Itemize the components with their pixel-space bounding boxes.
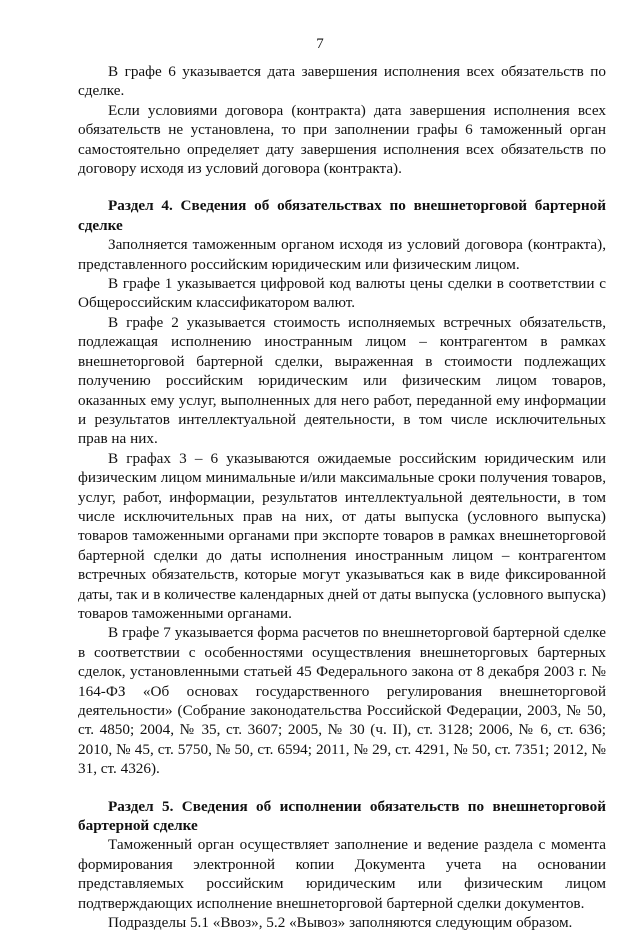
paragraph: В графе 1 указывается цифровой код валюты цены сделки в соответствии с Общероссийским классификатором валют. (78, 275, 606, 312)
paragraph: В графе 6 указывается дата завершения исполнения всех обязательств по сделке. (78, 63, 606, 100)
page-number: 7 (316, 36, 324, 52)
paragraph: В графах 3 – 6 указываются ожидаемые российским юридическим или физическим лицом минимальные и/или максимальные сроки получения товаров, услуг, работ, информации, результатов интеллектуальной деятельности, в том числе исключительных прав на них, от даты выпуска (условного выпуска) товаров таможенными органами при экспорте товаров в рамках внешнеторговой бартерной сделки до даты исполнения иностранным лицом – контрагентом встречных обязательств, которые могут указываться как в виде фиксированной даты, так и в количестве календарных дней от даты выпуска (условного выпуска) товаров таможенными органами. (78, 449, 606, 622)
section-5-heading: Раздел 5. Сведения об исполнении обязательств по внешнеторговой бартерной сделке (78, 797, 606, 835)
document-body (78, 62, 606, 932)
section-gap (78, 779, 606, 797)
paragraph: Подразделы 5.1 «Ввоз», 5.2 «Вывоз» заполняются следующим образом. (108, 914, 573, 932)
paragraph: В графе 7 указывается форма расчетов по внешнеторговой бартерной сделке в соответствии с особенностями осуществления внешнеторговых бартерных сделок, установленными статьей 45 Федерального закона от 8 декабря 2003 г. № 164-ФЗ «Об основах государственного регулирования внешнеторговой деятельности» (Собрание законодательства Российской Федерации, 2003, № 50, ст. 4850; 2004, № 35, ст. 3607; 2005, № 30 (ч. II), ст. 3128; 2006, № 6, ст. 636; 2010, № 45, ст. 5750, № 50, ст. 6594; 2011, № 29, ст. 4291, № 50, ст. 7351; 2012, № 31, ст. 4326). (78, 624, 606, 778)
paragraph: Таможенный орган осуществляет заполнение и ведение раздела с момента формирования электронной копии Документа учета на основании представляемых российским юридическим или физическим лицом подтверждающих исполнение внешнеторговой бартерной сделки документов. (78, 836, 606, 912)
section-4-heading: Раздел 4. Сведения об обязательствах по внешнеторговой бартерной сделке (78, 197, 606, 234)
paragraph: Если условиями договора (контракта) дата завершения исполнения всех обязательств не установлена, то при заполнении графы 6 таможенный орган самостоятельно определяет дату завершения исполнения всех обязательств по договору исходя из условий договора (контракта). (78, 101, 606, 178)
section-gap (78, 178, 606, 196)
paragraph: Заполняется таможенным органом исходя из условий договора (контракта), представленного российским юридическим или физическим лицом. (78, 236, 606, 273)
paragraph: В графе 2 указывается стоимость исполняемых встречных обязательств, подлежащая исполнению иностранным лицом – контрагентом в рамках внешнеторговой бартерной сделки, выраженная в стоимости подлежащих получению российским юридическим или физическим лицом товаров, оказанных ему услуг, выполненных для него работ, переданной ему информации и результатов интеллектуальной деятельности, в том числе исключительных прав на них. (78, 313, 606, 448)
